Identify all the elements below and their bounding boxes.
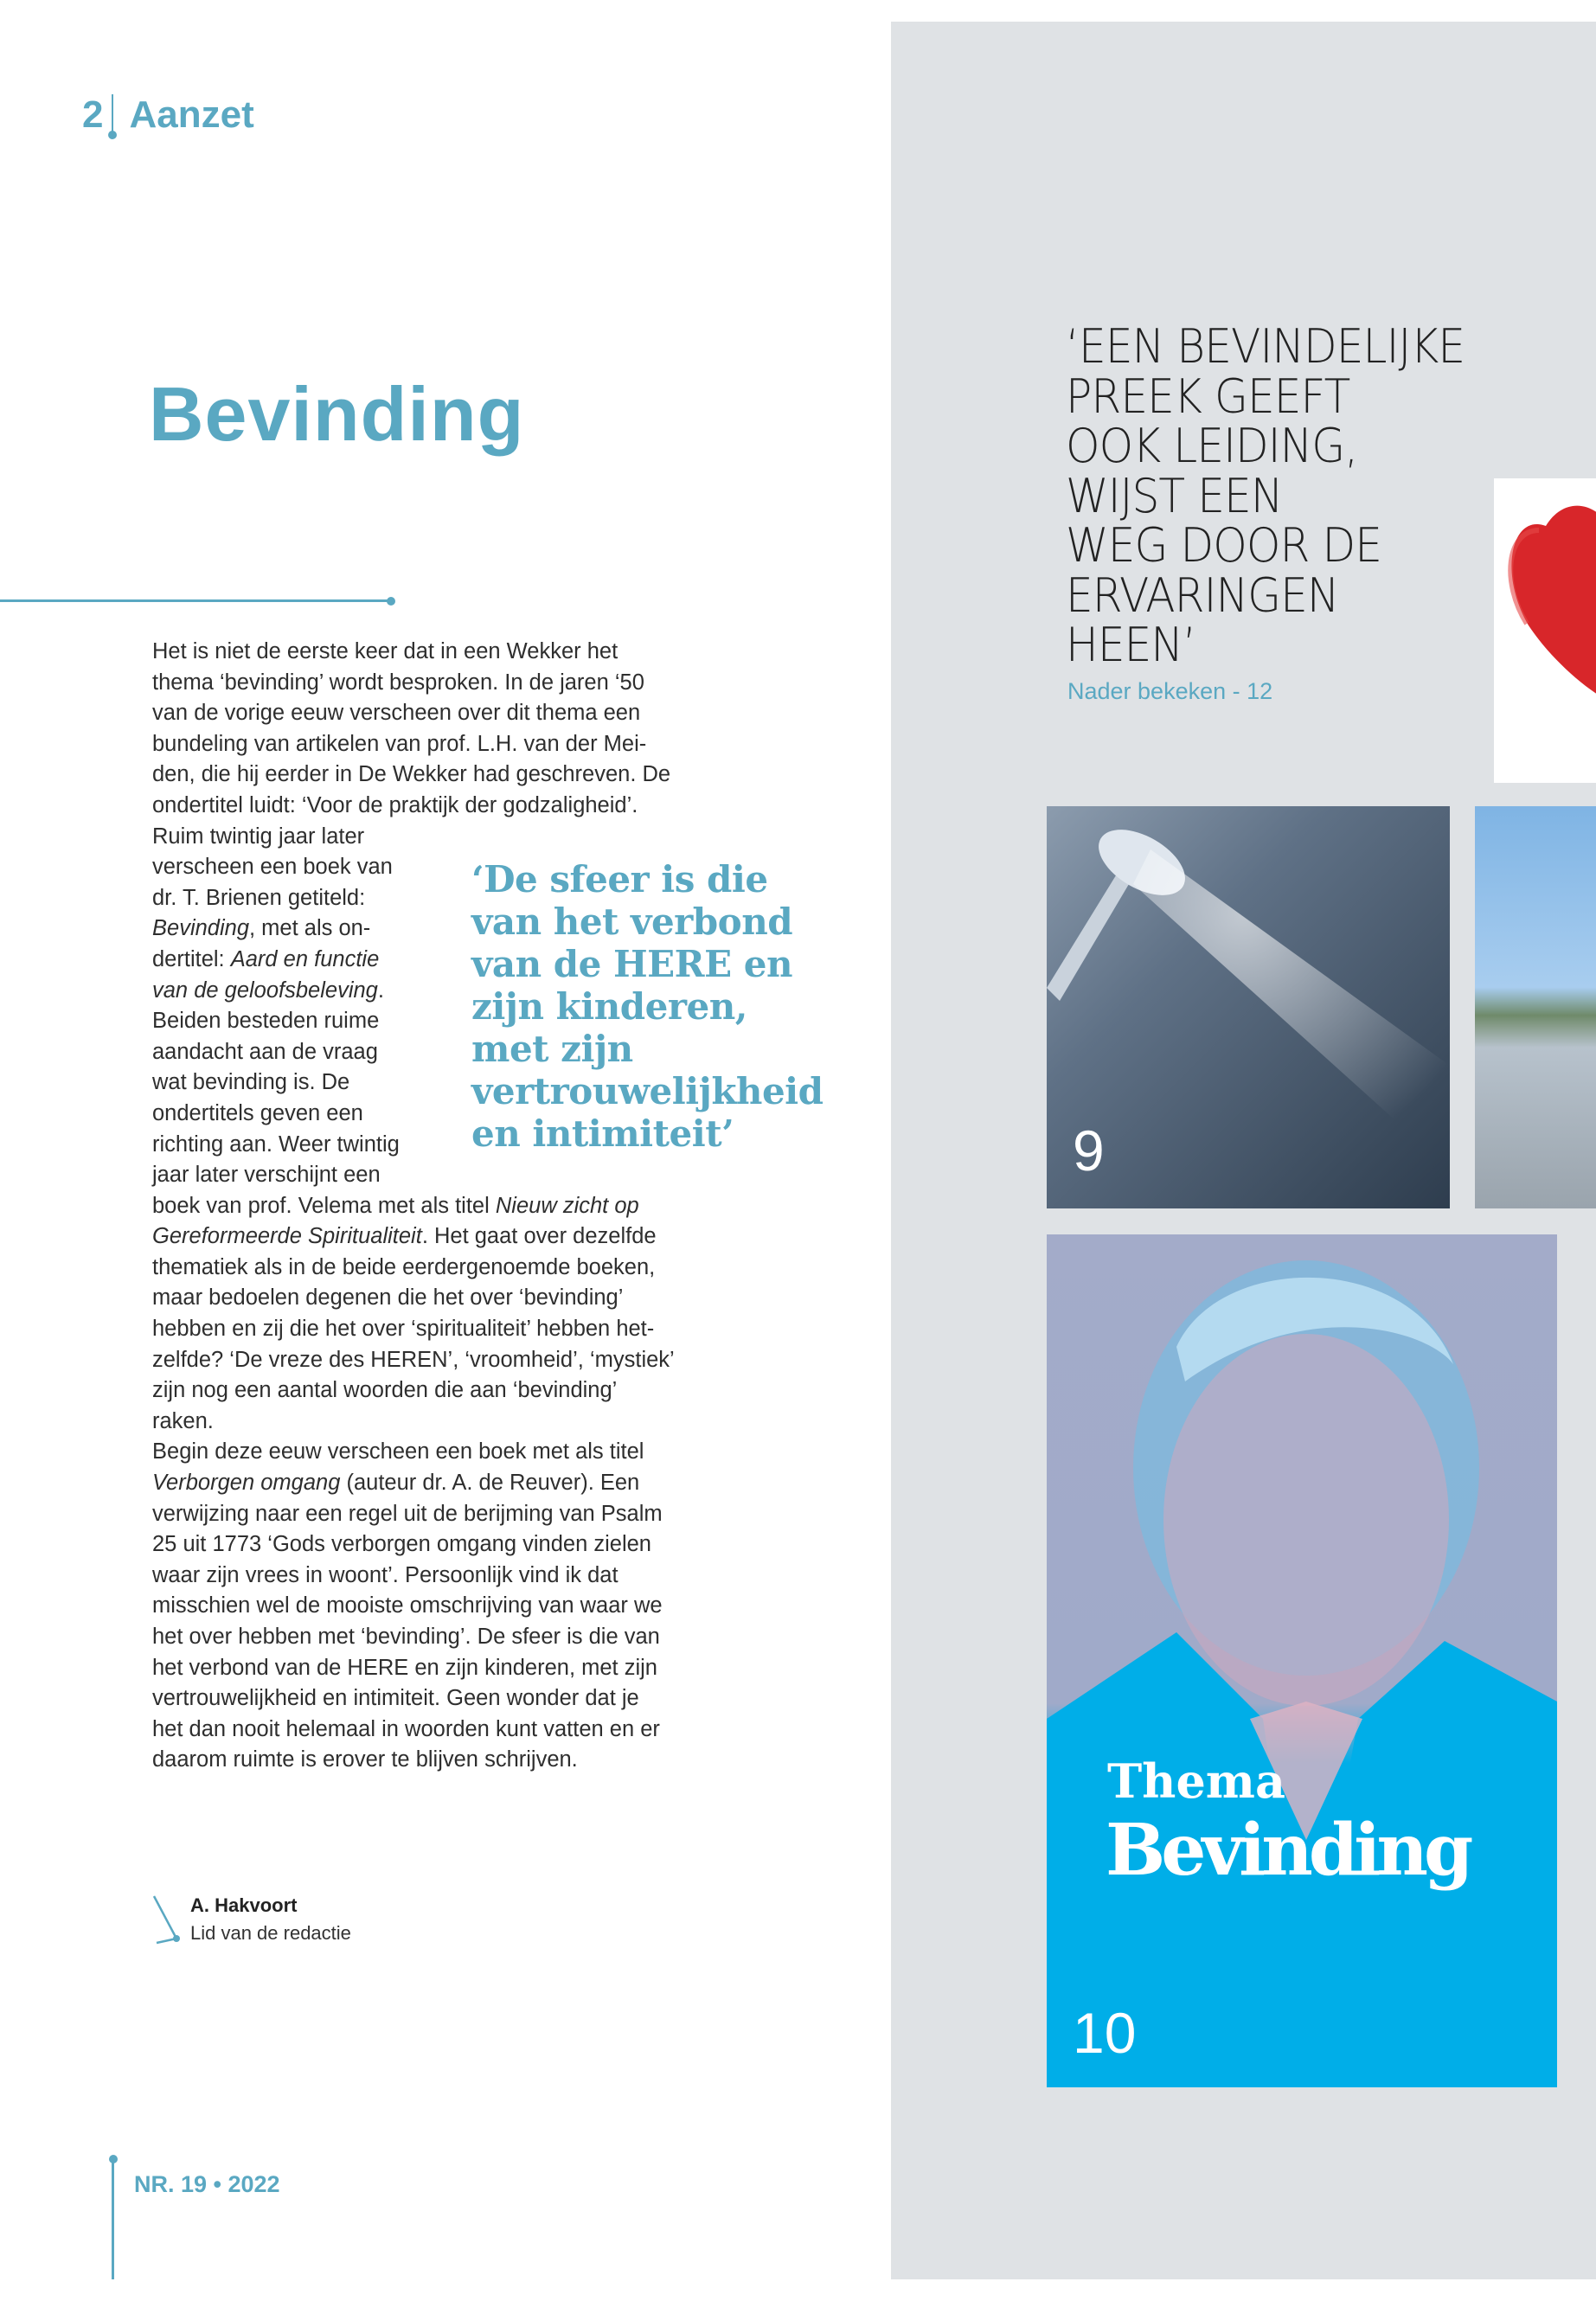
body-text: verwijzing naar een regel uit de berijming van Psalm xyxy=(152,1501,663,1526)
sidebar-quote-line: WIJST EEN xyxy=(1066,468,1283,523)
body-text: waar zijn vrees in woont’. Persoonlijk vind ik dat xyxy=(152,1562,619,1587)
sidebar-quote-line: ‘EEN BEVINDELIJKE xyxy=(1066,319,1465,374)
pull-quote-line: ‘De sfeer is die xyxy=(471,858,768,901)
body-line xyxy=(152,1407,675,1438)
body-line xyxy=(152,637,675,668)
body-line xyxy=(152,1375,675,1407)
shower-image-tile[interactable] xyxy=(1047,806,1450,1208)
body-text: thema ‘bevinding’ wordt besproken. In de jaren ‘50 xyxy=(152,670,644,695)
body-line xyxy=(152,729,675,760)
body-line xyxy=(152,1715,675,1746)
body-text: maar bedoelen degenen die het over ‘bevinding’ xyxy=(152,1285,624,1311)
body-text: Beiden besteden ruime xyxy=(152,1009,380,1034)
pull-quote-line: en intimiteit’ xyxy=(471,1112,734,1155)
sidebar-quote-line: HEEN’ xyxy=(1066,618,1196,672)
pull-quote-line: met zijn xyxy=(471,1028,633,1070)
body-line xyxy=(152,1745,675,1776)
body-line xyxy=(152,791,675,822)
body-text: verscheen een boek van xyxy=(152,855,393,880)
body-text: van de vorige eeuw verscheen over dit thema een xyxy=(152,701,641,726)
issue-number: NR. 19 • 2022 xyxy=(134,2171,280,2197)
body-line xyxy=(152,1345,675,1376)
body-text: misschien wel de mooiste omschrijving van waar we xyxy=(152,1593,663,1618)
italic-title: Aard en functie xyxy=(230,946,380,971)
body-text: dr. T. Brienen getiteld: xyxy=(152,885,366,910)
body-line xyxy=(152,698,675,729)
body-line xyxy=(152,1253,675,1284)
body-text: het over hebben met ‘bevinding’. De sfeer is die van xyxy=(152,1625,660,1649)
body-line xyxy=(152,668,675,699)
body-text: boek van prof. Velema met als titel xyxy=(152,1193,496,1218)
article-body xyxy=(152,637,675,1776)
tile-kicker: Thema xyxy=(1107,1753,1285,1809)
tile-page-number: 9 xyxy=(1073,1118,1105,1183)
body-line xyxy=(152,1314,675,1345)
sidebar-quote-reference[interactable]: Nader bekeken - 12 xyxy=(1067,678,1273,704)
body-text: wat bevinding is. De xyxy=(152,1070,350,1095)
body-line xyxy=(152,1529,675,1561)
body-line xyxy=(152,760,675,791)
body-text: zelfde? ‘De vreze des HEREN’, ‘vroomheid’, ‘mystiek’ xyxy=(152,1347,675,1372)
body-line xyxy=(152,1622,675,1653)
body-line xyxy=(152,1591,675,1622)
pull-quote-line: vertrouwelijkheid xyxy=(471,1070,824,1112)
portrait-image-tile[interactable] xyxy=(1047,1234,1557,2087)
italic-title: Bevinding xyxy=(152,916,249,941)
portrait-photo xyxy=(1047,1234,1557,2087)
tile-title: Bevinding xyxy=(1106,1809,1470,1892)
tile-page-number: 10 xyxy=(1073,2001,1137,2065)
body-line xyxy=(152,1683,675,1715)
body-line xyxy=(152,1499,675,1530)
shower-head-icon xyxy=(1047,806,1450,1208)
pull-quote-line: van de HERE en xyxy=(471,943,792,985)
body-text: jaar later verschijnt een xyxy=(152,1163,381,1188)
sidebar-quote-line: PREEK GEEFT xyxy=(1066,369,1350,424)
body-text: . Het gaat over dezelfde xyxy=(421,1224,657,1249)
page-number: 2 xyxy=(82,93,104,136)
body-line xyxy=(152,1160,675,1191)
italic-title: Verborgen omgang xyxy=(152,1471,341,1496)
body-line xyxy=(152,1283,675,1314)
author-role: Lid van de redactie xyxy=(190,1922,351,1944)
heart-image[interactable] xyxy=(1494,478,1596,783)
body-line xyxy=(152,1437,675,1468)
body-line xyxy=(152,1191,675,1222)
body-line xyxy=(152,822,675,853)
italic-title: Nieuw zicht op xyxy=(495,1193,639,1218)
footer-rule xyxy=(112,2158,114,2279)
header-divider xyxy=(112,94,113,134)
body-text: het dan nooit helemaal in woorden kunt vatten en er xyxy=(152,1716,660,1741)
body-text: aandacht aan de vraag xyxy=(152,1039,378,1064)
body-text: ondertitels geven een xyxy=(152,1100,363,1125)
body-text: het verbond van de HERE en zijn kinderen, met zijn xyxy=(152,1655,657,1680)
tower-image-tile[interactable] xyxy=(1475,806,1596,1208)
body-text: , met als on- xyxy=(249,916,371,941)
heart-icon xyxy=(1494,478,1596,783)
pull-quote-line: zijn kinderen, xyxy=(471,985,747,1028)
body-text: dertitel: xyxy=(152,946,231,971)
body-text: (auteur dr. A. de Reuver). Een xyxy=(340,1471,640,1496)
section-name: Aanzet xyxy=(129,93,254,136)
body-text: zijn nog een aantal woorden die aan ‘bevinding’ xyxy=(152,1378,618,1403)
sidebar-quote-line: OOK LEIDING, xyxy=(1066,419,1358,473)
body-text: 25 uit 1773 ‘Gods verborgen omgang vinden zielen xyxy=(152,1532,651,1557)
body-text: raken. xyxy=(152,1408,214,1433)
body-text: Het is niet de eerste keer dat in een Wekker het xyxy=(152,639,619,663)
body-text: Begin deze eeuw verscheen een boek met als titel xyxy=(152,1439,644,1465)
pull-quote xyxy=(471,858,824,1155)
author-name: A. Hakvoort xyxy=(190,1894,298,1916)
author-pointer-icon xyxy=(152,1894,187,1946)
body-line xyxy=(152,1468,675,1499)
sidebar-quote-line: WEG DOOR DE xyxy=(1066,518,1382,573)
body-text: ondertitel luidt: ‘Voor de praktijk der godzaligheid’. xyxy=(152,792,638,817)
body-line xyxy=(152,1653,675,1684)
body-line xyxy=(152,1221,675,1253)
sidebar-quote xyxy=(1066,319,1465,672)
body-text: den, die hij eerder in De Wekker had geschreven. De xyxy=(152,762,671,787)
body-text: hebben en zij die het over ‘spiritualiteit’ hebben het- xyxy=(152,1317,655,1342)
pull-quote-line: van het verbond xyxy=(471,901,793,943)
body-text: thematiek als in de beide eerdergenoemde boeken, xyxy=(152,1254,656,1279)
body-text: daarom ruimte is erover te blijven schrijven. xyxy=(152,1747,578,1772)
body-text: richting aan. Weer twintig xyxy=(152,1131,400,1157)
italic-title: van de geloofsbeleving xyxy=(152,977,378,1003)
article-title: Bevinding xyxy=(149,371,525,457)
body-text: . xyxy=(377,977,384,1003)
body-text: bundeling van artikelen van prof. L.H. van der Mei- xyxy=(152,731,647,756)
italic-title: Gereformeerde Spiritualiteit xyxy=(152,1224,422,1249)
title-rule xyxy=(0,599,391,602)
sidebar-quote-line: ERVARINGEN xyxy=(1066,567,1339,623)
body-text: vertrouwelijkheid en intimiteit. Geen wonder dat je xyxy=(152,1686,639,1711)
body-line xyxy=(152,1561,675,1592)
section-header xyxy=(82,93,254,137)
body-text: Ruim twintig jaar later xyxy=(152,824,365,849)
